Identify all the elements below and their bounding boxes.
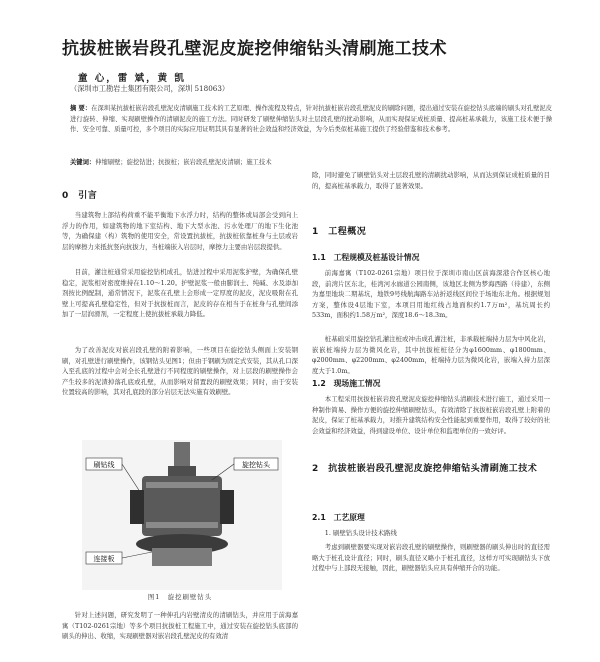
section-heading-project: 1 工程概况 bbox=[312, 227, 367, 237]
intro-paragraph-1: 当建筑物上部结构荷重不能平衡地下水浮力时，结构的整体或局部会受到向上浮力的作用，如建筑物的地下室结构、地下大型水池、污水处理厂的地下生化池等，为确保建（构）筑物的使用安全，常设置抗拔桩，抗拔桩依靠桩身与土层或岩层的摩擦力来抵抗竖向抗拔力，当桩端嵌入岩层时，摩擦力主要由岩层段提供。 bbox=[62, 211, 298, 251]
paper-affiliation: （深圳市工勘岩土集团有限公司，深圳 518063） bbox=[70, 84, 230, 93]
design-paragraph: 考虑到刷壁器要实现对嵌岩段孔壁的刷壁操作，则刷壁器的刷头伸出时的直径需略大于桩孔设计直径；同时，刷头直径又略小于桩孔直径，这样方可实现刷钻头下放过程中与上部段无接触，因此，刷壁器钻头应具有伸缩开合的功能。 bbox=[312, 543, 550, 573]
abstract bbox=[70, 104, 552, 136]
abstract-label: 摘 要： bbox=[70, 105, 92, 112]
figure-caption: 图1 旋挖刷壁钻头 bbox=[147, 593, 213, 601]
intro-paragraph-4: 针对上述问题，研究发明了一种伸孔内岩壁清皮的清刷钻头，并应用于前海嘉寓（T102-0261宗地）等多个项目抗拔桩工程施工中，通过安装在旋挖钻头底部的刷头的伸出、收缩，实现刷壁器对嵌岩段孔壁泥皮的有效清 bbox=[62, 611, 298, 641]
scale-paragraph-1: 前海嘉寓（T102-0261宗地）项目位于深圳市南山区前海深港合作区核心地段，前湾片区东北，桂湾河水廊道公园南侧，该地区北侧为梦海西路（待建），东侧为嘉里地块二期基坑，地铁9号线航海路车站折返线区间位于场地东北角。根据规划方案，整体设4层地下室，本项目用地红线占地面积约1.7万m²，基坑周长约533m，面积约1.58万m²，深度18.6～18.3m。 bbox=[312, 269, 550, 320]
drill-bit-band bbox=[146, 482, 218, 488]
subsection-heading-site: 1.2 现场施工情况 bbox=[312, 379, 381, 388]
keywords-label: 关键词： bbox=[70, 159, 96, 166]
label-rod: 刷钻线 bbox=[93, 461, 115, 469]
design-route-heading: 1. 刷壁钻头设计技术路线 bbox=[324, 529, 397, 537]
label-bit: 旋挖钻头 bbox=[242, 461, 270, 469]
paper-title: 抗拔桩嵌岩段孔壁泥皮旋挖伸缩钻头清刷施工技术 bbox=[62, 39, 447, 59]
right-brush bbox=[220, 490, 234, 524]
section-heading-tech: 2 抗拔桩嵌岩段孔壁泥皮旋挖伸缩钻头清刷施工技术 bbox=[312, 464, 538, 474]
paper-authors: 童 心，雷 斌，黄 凯 bbox=[78, 73, 186, 84]
drill-bit-illustration bbox=[82, 440, 282, 590]
subsection-heading-scale: 1.1 工程规模及桩基设计情况 bbox=[312, 253, 420, 262]
intro-paragraph-2: 目前，灌注桩通常采用旋挖钻机成孔，钻进过程中采用泥浆护壁，为确保孔壁稳定，泥浆相对密度维持在1.10～1.20。护壁泥浆一般由膨润土、纯碱、水及添加剂按比例配制，通常情况下，泥浆在孔壁上会形成一定厚度的泥皮，泥皮吸附在孔壁上可提高孔壁稳定性，但对于抗拔桩而言，泥皮的存在相当于在桩身与孔壁间添加了一层润滑剂，一定程度上使抗拔桩承载力降低。 bbox=[62, 268, 298, 319]
subsection-heading-principle: 2.1 工艺原理 bbox=[312, 513, 365, 522]
label-brush: 连接板 bbox=[93, 555, 115, 563]
drill-bit-band-lower bbox=[146, 522, 218, 528]
intro-paragraph-3: 为了改善泥皮对嵌岩段孔壁的附着影响，一些项目在旋挖钻头侧面上安装钢刷，对孔壁进行刷壁操作，该钢钻头见图1；但由于钢刷为固定式安装，其从孔口深入至孔底的过程中会对全长孔壁进行不同程度的刷壁操作，对上层段的刷壁操作会产生较多的泥渣掉落孔底或孔壁，从而影响对留置段的刷壁效果；同时，由于安装位置较高的影响，其对孔底段的部分岩层无法实施有效刷壁。 bbox=[62, 346, 298, 397]
right-top-paragraph: 除，同时避免了刷壁钻头对土层段孔壁的清刷扰动影响，从而达到保证成桩质量的目的，提高桩基承载力，取得了显著效果。 bbox=[312, 171, 550, 190]
site-paragraph: 本工程采用抗拔桩嵌岩段孔壁泥皮旋挖伸缩钻头清刷技术进行施工，通过采用一种制作简易、操作方便的旋挖伸缩刷壁钻头，有效清除了抗拔桩嵌岩段孔壁上附着的泥皮，保证了桩基承载力，对推升建筑结构安全性能起到重要作用，取得了较好的社会效益和经济效益，得到建设单位、设计单位和监理单位的一致好评。 bbox=[312, 395, 550, 435]
figure-drill-bit bbox=[82, 440, 282, 590]
scale-paragraph-2: 桩基础采用旋挖钻孔灌注桩或冲击成孔灌注桩，非承载桩端持力层为中风化岩，嵌嵌桩端持力层为微风化岩，其中抗拔桩桩径分为φ1600mm、φ1800mm、φ2000mm、φ2200mm、φ2400mm，桩端持力层为微风化岩，嵌端入持力层深度大于1.0m。 bbox=[312, 335, 550, 375]
keywords bbox=[70, 157, 552, 166]
keywords-text: 伸缩刷壁；旋挖钻进；抗拔桩；嵌岩段孔壁泥皮清刷；施工技术 bbox=[95, 159, 272, 166]
drill-shaft bbox=[174, 442, 190, 470]
abstract-text: 在深圳某抗拔桩嵌岩段孔壁泥皮清刷施工技术的工艺原理、操作流程及特点，针对抗拔桩嵌岩段孔壁泥皮的刷除问题，提出通过安装在旋挖钻头底端的刷头对孔壁泥皮进行旋转、伸缩、实现刷壁操作的清刷泥皮的施工方法。同时研发了刷壁伸缩钻头对土层段孔壁的扰动影响，从而实现保证成桩质量、提高桩基承载力，该施工技术便于操作、安全可靠、质量可控，多个项目的实际应用证明其具有显著的社会效益和经济效益，为今后类似桩基施工提供了经验借鉴和技术参考。 bbox=[70, 105, 552, 134]
bit-teeth bbox=[152, 548, 212, 566]
section-heading-intro: 0 引言 bbox=[62, 191, 98, 201]
drill-collar bbox=[168, 466, 196, 476]
